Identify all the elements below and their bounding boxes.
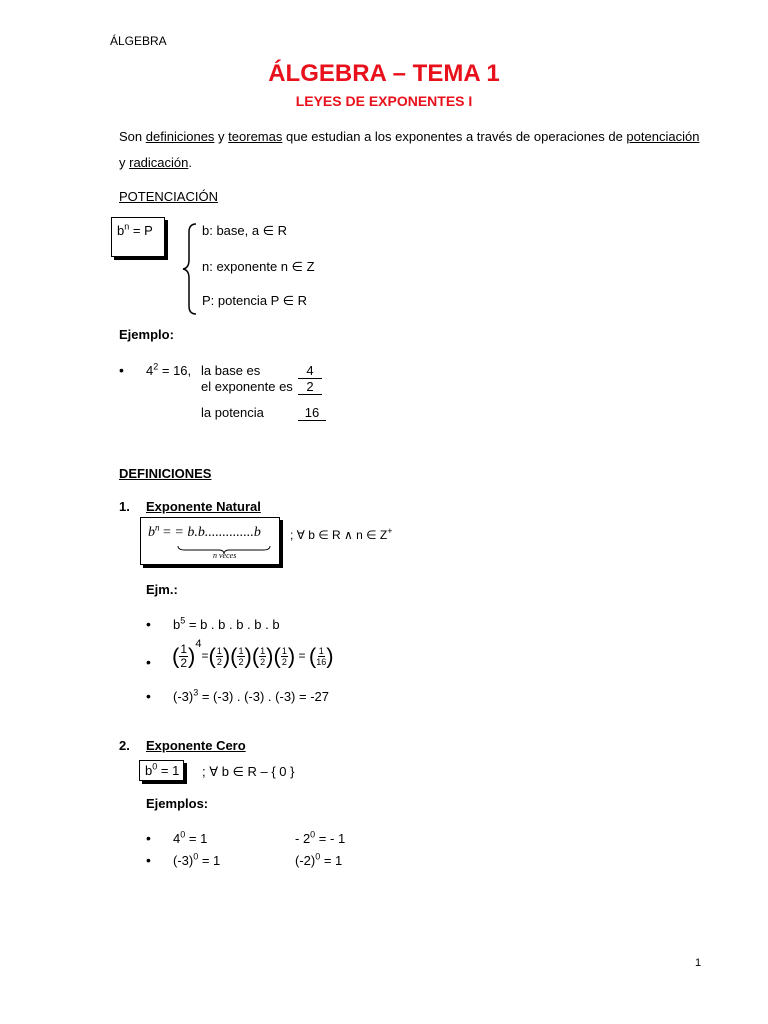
example-value-potencia: 16 [298,405,326,421]
example-value-base: 4 [298,363,322,379]
intro-text: . [188,155,193,170]
underbrace-label: n veces [213,551,237,560]
definition-base: b: base, a ∈ R [202,223,288,238]
exponente-cero-title: Exponente Cero [146,738,246,753]
example-label-base: la base es [201,363,261,378]
formula-natural: $b^n$ = = b.b..............b [148,522,261,540]
item-number: 1. [119,499,130,514]
bullet: • [146,688,151,704]
term-potenciacion: potenciación [626,129,700,144]
natural-example-1: $b^5 = b$ . b . b . b . b [173,615,280,632]
intro-text: que estudian a los exponentes a través de operaciones de [286,129,623,144]
section-heading-potenciacion: POTENCIACIÓN [119,189,218,204]
bullet: • [146,654,151,670]
formula-box-cero [139,760,184,781]
cero-condition: ; ∀ b ∈ R – { 0 } [202,764,295,779]
natural-condition: ; ∀ b ∈ R ∧ n ∈ Z+ [290,526,393,542]
cero-example-right-1: - $2^0$ = - 1 [295,829,346,846]
term-radicacion: radicación [129,155,189,170]
term-definiciones: definiciones [145,129,215,144]
ejm-label: Ejm.: [146,582,178,597]
bullet: • [146,852,151,868]
formula-box-natural [140,517,280,565]
term-teoremas: teoremas [228,129,283,144]
ejemplo-label: Ejemplo: [119,327,174,342]
bullet: • [146,830,151,846]
document-title: ÁLGEBRA – TEMA 1 [268,60,500,87]
example-label-exponente: el exponente es [201,379,293,394]
example-expression: $4^2 = 16$, [146,361,192,378]
formula-cero: $b^0 = 1$ [145,761,180,778]
cero-example-left-1: $4^0 = 1$ [173,829,208,846]
definition-exponente: n: exponente n ∈ Z [202,259,315,274]
formula-potencia: $b^n = P$ [117,221,153,238]
intro-line-1 [119,129,699,144]
page-number: 1 [695,957,702,969]
ejemplos-label: Ejemplos: [146,796,209,811]
cero-example-right-2: $(-2)^0 = 1$ [295,851,343,868]
document-subtitle: LEYES DE EXPONENTES I [295,93,473,109]
running-header: ÁLGEBRA [110,34,167,48]
example-label-potencia: la potencia [201,405,264,420]
natural-example-3: $(-3)^3 = (-3)$ . (-3) . (-3) = -27 [173,687,329,704]
bullet: • [119,362,124,378]
intro-text: y [218,129,225,144]
item-number: 2. [119,738,130,753]
natural-example-2: ( $\frac{1}{2}$ )$^4$=( $\frac{1}{2}$ )( $\frac{1}{2}$ )( $\frac{1}{2}$ )( $\frac{1}{2}$ ) = ( $\frac{1}{16}$ ) [172,637,334,670]
cero-example-left-2: $(-3)^0 = 1$ [173,851,221,868]
exponente-natural-title: Exponente Natural [146,499,261,514]
definition-potencia: P: potencia P ∈ R [202,293,308,308]
intro-line-2 [119,155,192,170]
intro-text: y [119,155,126,170]
curly-brace-icon [180,222,200,316]
example-value-exponente: 2 [298,379,322,395]
section-heading-definiciones: DEFINICIONES [119,466,212,481]
formula-box-potencia [111,217,165,257]
intro-text: Son [119,129,143,144]
bullet: • [146,616,151,632]
